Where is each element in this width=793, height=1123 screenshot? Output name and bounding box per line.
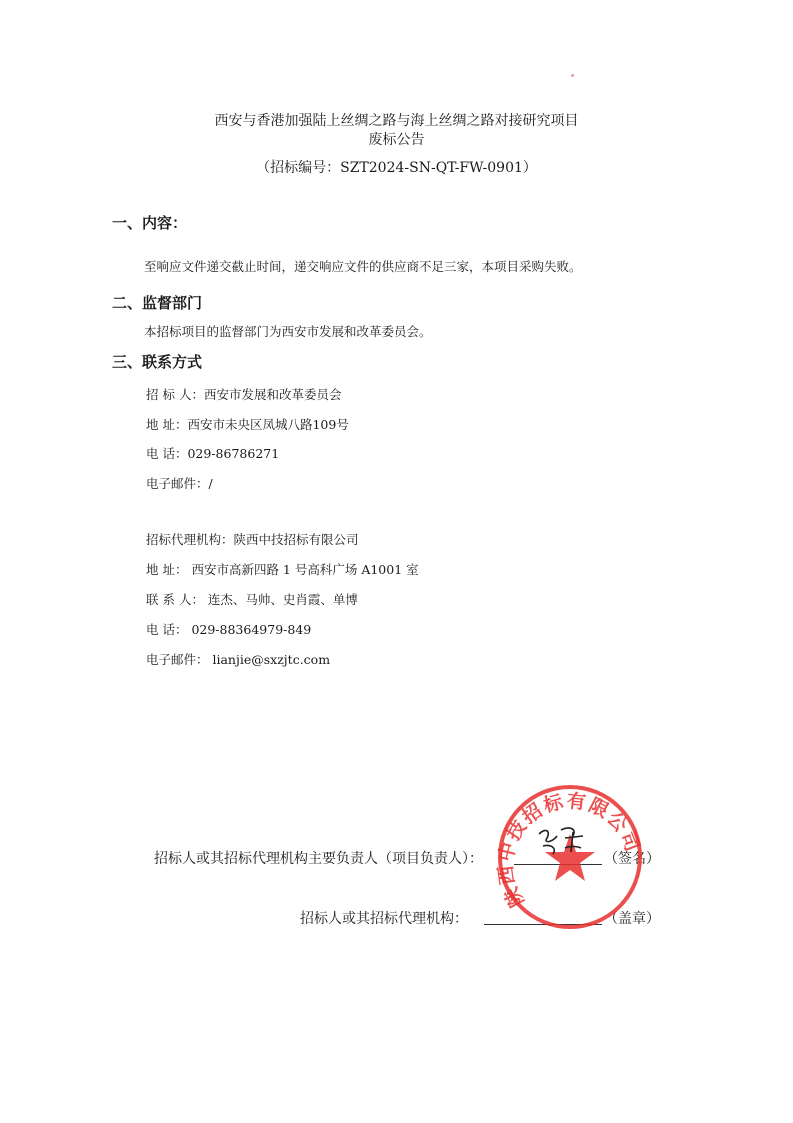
agency-email: 电子邮件： lianjie@sxzjtc.com (146, 652, 331, 667)
section-heading-contact: 三、联系方式 (112, 353, 203, 371)
official-stamp (495, 782, 645, 932)
content-text: 至响应文件递交截止时间，递交响应文件的供应商不足三家，本项目采购失败。 (144, 259, 582, 274)
tenderer-name: 招 标 人：西安市发展和改革委员会 (146, 387, 342, 402)
bid-number: （招标编号：SZT2024-SN-QT-FW-0901） (256, 160, 537, 176)
tenderer-phone: 电 话：029-86786271 (146, 446, 280, 461)
signature-suffix: （签名） (604, 851, 660, 867)
document-subtitle: 废标公告 (368, 132, 425, 148)
scan-speck (571, 74, 574, 77)
supervision-text: 本招标项目的监督部门为西安市发展和改革委员会。 (144, 324, 432, 339)
section-heading-supervision: 二、监督部门 (112, 294, 203, 312)
signature-label: 招标人或其招标代理机构主要负责人（项目负责人）： (154, 851, 483, 867)
agency-address: 地 址： 西安市高新四路 1 号高科广场 A1001 室 (146, 562, 419, 577)
document-title: 西安与香港加强陆上丝绸之路与海上丝绸之路对接研究项目 (214, 113, 579, 129)
section-heading-content: 一、内容： (112, 214, 188, 232)
seal-label: 招标人或其招标代理机构： (300, 911, 468, 927)
seal-suffix: （盖章） (604, 911, 660, 927)
svg-text:陕西中技招标有限公司: 陕西中技招标有限公司 (495, 789, 644, 911)
agency-contacts: 联 系 人： 连杰、马帅、史肖霞、单博 (146, 592, 358, 607)
tenderer-email: 电子邮件：/ (146, 476, 213, 491)
agency-phone: 电 话： 029-88364979-849 (146, 622, 312, 637)
agency-name: 招标代理机构：陕西中技招标有限公司 (146, 532, 359, 547)
tenderer-address: 地 址：西安市未央区凤城八路109号 (146, 417, 349, 432)
